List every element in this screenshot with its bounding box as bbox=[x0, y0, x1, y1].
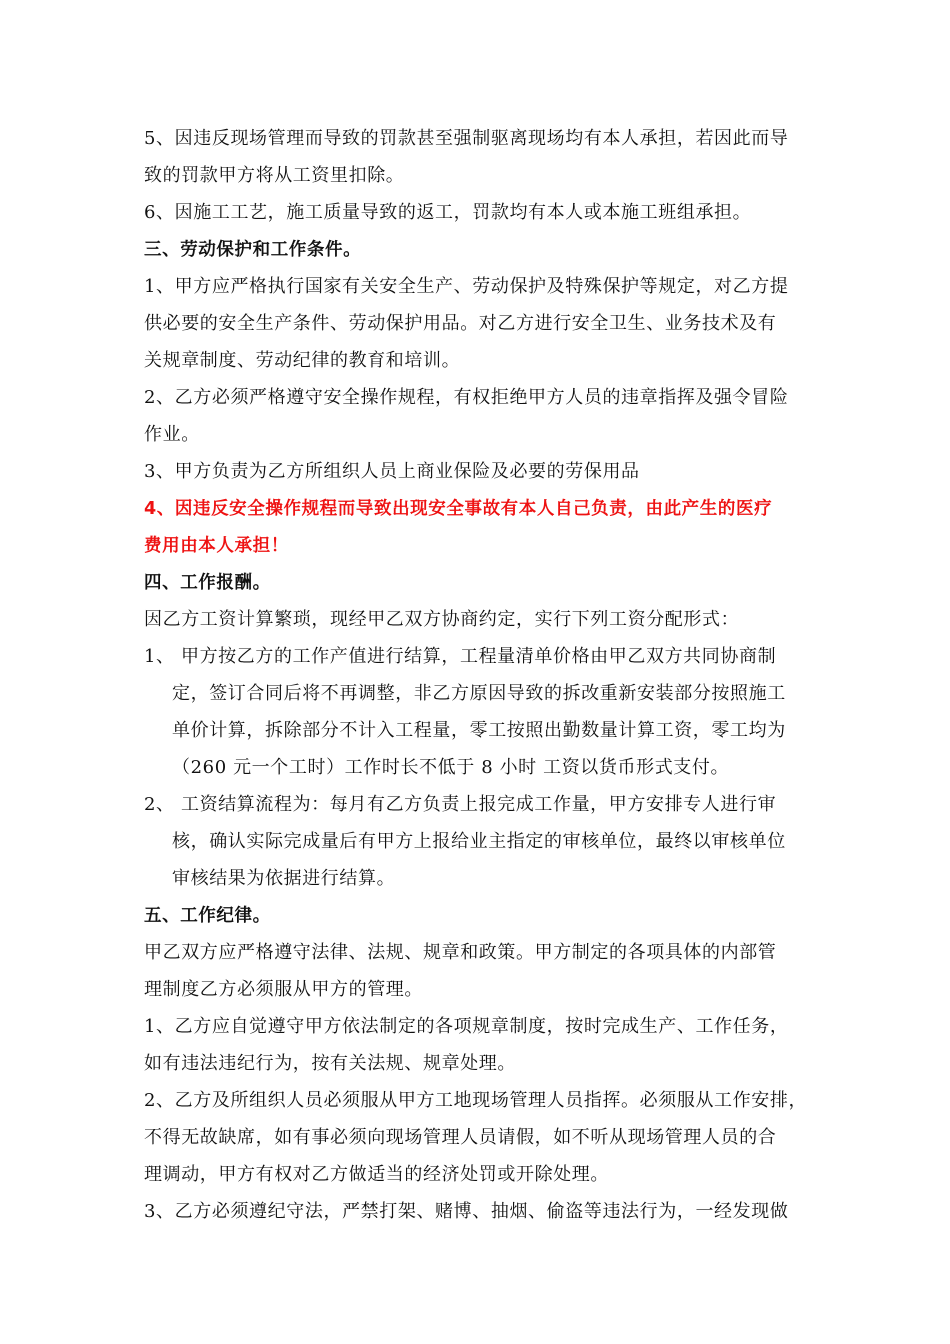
sec3-item-2-line-1: 2、乙方必须严格遵守安全操作规程，有权拒绝甲方人员的违章指挥及强令冒险 bbox=[144, 387, 789, 408]
sec5-item-1-line-1: 1、乙方应自觉遵守甲方依法制定的各项规章制度，按时完成生产、工作任务， bbox=[144, 1016, 789, 1037]
section-5-heading: 五、工作纪律。 bbox=[144, 906, 271, 926]
section-4-heading: 四、工作报酬。 bbox=[144, 573, 271, 593]
sec4-item-2-line-1: 2、 工资结算流程为：每月有乙方负责上报完成工作量，甲方安排专人进行审 bbox=[144, 794, 777, 815]
section-3-heading: 三、劳动保护和工作条件。 bbox=[144, 240, 362, 260]
sec5-item-1-line-2: 如有违法违纪行为，按有关法规、规章处理。 bbox=[144, 1053, 516, 1074]
sec3-item-1-line-3: 关规章制度、劳动纪律的教育和培训。 bbox=[144, 350, 461, 371]
sec4-item-1-line-4: （260 元一个工时）工作时长不低于 8 小时 工资以货币形式支付。 bbox=[172, 757, 730, 778]
sec3-item-2-line-2: 作业。 bbox=[144, 424, 200, 445]
sec5-intro-line-1: 甲乙双方应严格遵守法律、法规、规章和政策。甲方制定的各项具体的内部管 bbox=[144, 942, 777, 963]
sec5-item-2-line-1: 2、乙方及所组织人员必须服从甲方工地现场管理人员指挥。必须服从工作安排， bbox=[144, 1090, 808, 1111]
sec5-item-3-line-1: 3、乙方必须遵纪守法，严禁打架、赌博、抽烟、偷盗等违法行为，一经发现做 bbox=[144, 1201, 789, 1222]
sec4-intro: 因乙方工资计算繁琐，现经甲乙双方协商约定，实行下列工资分配形式： bbox=[144, 609, 740, 630]
sec4-item-2-line-2: 核，确认实际完成量后有甲方上报给业主指定的审核单位，最终以审核单位 bbox=[172, 831, 786, 852]
clause-6: 6、因施工工艺，施工质量导致的返工，罚款均有本人或本施工班组承担。 bbox=[144, 202, 752, 223]
sec3-item-4-line-2: 费用由本人承担！ bbox=[144, 536, 289, 556]
clause-5-line-2: 致的罚款甲方将从工资里扣除。 bbox=[144, 165, 405, 186]
sec4-item-2-line-3: 审核结果为依据进行结算。 bbox=[172, 868, 396, 889]
sec5-item-2-line-2: 不得无故缺席，如有事必须向现场管理人员请假，如不听从现场管理人员的合 bbox=[144, 1127, 777, 1148]
sec3-item-4-line-1: 4、因违反安全操作规程而导致出现安全事故有本人自己负责，由此产生的医疗 bbox=[144, 499, 773, 519]
sec5-item-2-line-3: 理调动，甲方有权对乙方做适当的经济处罚或开除处理。 bbox=[144, 1164, 609, 1185]
sec5-intro-line-2: 理制度乙方必须服从甲方的管理。 bbox=[144, 979, 423, 1000]
clause-5-line-1: 5、因违反现场管理而导致的罚款甚至强制驱离现场均有本人承担，若因此而导 bbox=[144, 128, 789, 149]
sec4-item-1-line-1: 1、 甲方按乙方的工作产值进行结算，工程量清单价格由甲乙双方共同协商制 bbox=[144, 646, 777, 667]
sec3-item-3: 3、甲方负责为乙方所组织人员上商业保险及必要的劳保用品 bbox=[144, 461, 640, 482]
sec3-item-1-line-2: 供必要的安全生产条件、劳动保护用品。对乙方进行安全卫生、业务技术及有 bbox=[144, 313, 777, 334]
sec3-item-1-line-1: 1、甲方应严格执行国家有关安全生产、劳动保护及特殊保护等规定，对乙方提 bbox=[144, 276, 789, 297]
sec4-item-1-line-2: 定，签订合同后将不再调整，非乙方原因导致的拆改重新安装部分按照施工 bbox=[172, 683, 786, 704]
sec4-item-1-line-3: 单价计算，拆除部分不计入工程量，零工按照出勤数量计算工资，零工均为 bbox=[172, 720, 786, 741]
